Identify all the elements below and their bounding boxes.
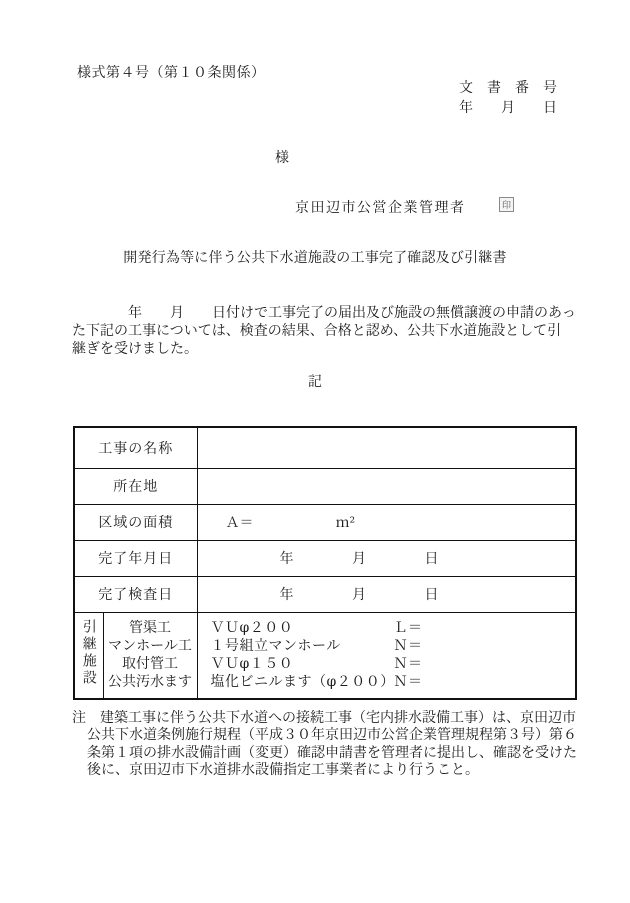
row-value-work-name — [197, 427, 576, 468]
doc-header-block — [459, 78, 557, 118]
handover-item-qty: Ｌ＝ — [393, 620, 423, 637]
handover-group-label — [74, 612, 103, 699]
handover-group-label-text: 引継施設 — [80, 619, 97, 688]
table-row — [74, 468, 576, 504]
doc-date-label: 年 月 日 — [459, 100, 557, 116]
row-value-completion-date: 年 月 日 — [197, 540, 576, 576]
row-label-inspection-date: 完了検査日 — [74, 576, 197, 612]
handover-item-spec: １号組立マンホール — [210, 638, 341, 655]
table-row — [74, 427, 576, 468]
handover-item-name: 公共汚水ます — [108, 674, 192, 691]
addressee-honorific: 様 — [275, 150, 289, 166]
record-marker: 記 — [308, 374, 322, 390]
body-paragraph — [72, 304, 584, 358]
table-row-handover — [74, 612, 576, 699]
handover-item-name: 取付管工 — [122, 656, 178, 673]
row-value-location — [197, 468, 576, 504]
body-line: 継ぎを受けました。 — [72, 341, 198, 357]
footnote-line: 条第１項の排水設備計画（変更）確認申請書を管理者に提出し、確認を受けた — [87, 744, 577, 761]
handover-item-qty: Ｎ＝ — [393, 638, 423, 655]
handover-item-specs — [197, 612, 576, 699]
handover-item-spec-row — [211, 673, 576, 691]
handover-item-names — [103, 612, 197, 699]
handover-item-spec: ＶＵφ１５０ — [210, 656, 294, 673]
handover-item-qty: Ｎ＝ — [393, 656, 423, 673]
works-table — [73, 426, 577, 700]
area-prefix: Ａ＝ — [225, 515, 254, 531]
row-label-area: 区域の面積 — [74, 504, 197, 540]
footnote — [72, 710, 587, 779]
handover-item-spec: 塩化ビニルます（φ２００） — [210, 674, 395, 691]
footnote-line: 公共下水道条例施行規程（平成３０年京田辺市公営企業管理規程第３号）第６ — [87, 727, 577, 744]
table-row — [74, 540, 576, 576]
issuer-title: 京田辺市公営企業管理者 — [295, 200, 466, 216]
table-row — [74, 576, 576, 612]
page-title: 開発行為等に伴う公共下水道施設の工事完了確認及び引継書 — [123, 250, 507, 266]
table-row — [74, 504, 576, 540]
handover-item-spec-row — [211, 637, 576, 655]
row-value-area — [197, 504, 576, 540]
form-number: 様式第４号（第１０条関係） — [77, 65, 266, 81]
area-unit: ｍ² — [335, 515, 356, 531]
seal-placeholder-icon: 印 — [499, 197, 514, 212]
body-line: 年 月 日付けで工事完了の届出及び施設の無償譲渡の申請のあっ — [72, 305, 576, 321]
footnote-marker: 注 — [72, 710, 86, 726]
handover-item-spec-row — [211, 655, 576, 673]
body-line: た下記の工事については、検査の結果、合格と認め、公共下水道施設として引 — [72, 323, 562, 339]
doc-number-label: 文 書 番 号 — [459, 80, 557, 96]
row-label-completion-date: 完了年月日 — [74, 540, 197, 576]
footnote-line: 後に、京田辺市下水道排水設備指定工事業者により行うこと。 — [87, 761, 479, 778]
footnote-text: 建築工事に伴う公共下水道への接続工事（宅内排水設備工事）は、京田辺市 — [100, 710, 576, 726]
handover-item-qty: Ｎ＝ — [393, 674, 423, 691]
row-label-location: 所在地 — [74, 468, 197, 504]
footnote-line — [72, 710, 587, 727]
handover-item-spec: ＶＵφ２００ — [210, 620, 294, 637]
row-value-inspection-date: 年 月 日 — [197, 576, 576, 612]
row-label-work-name: 工事の名称 — [74, 427, 197, 468]
handover-item-name: 管渠工 — [129, 620, 171, 637]
handover-item-name: マンホール工 — [108, 638, 192, 655]
handover-item-spec-row — [211, 619, 576, 637]
